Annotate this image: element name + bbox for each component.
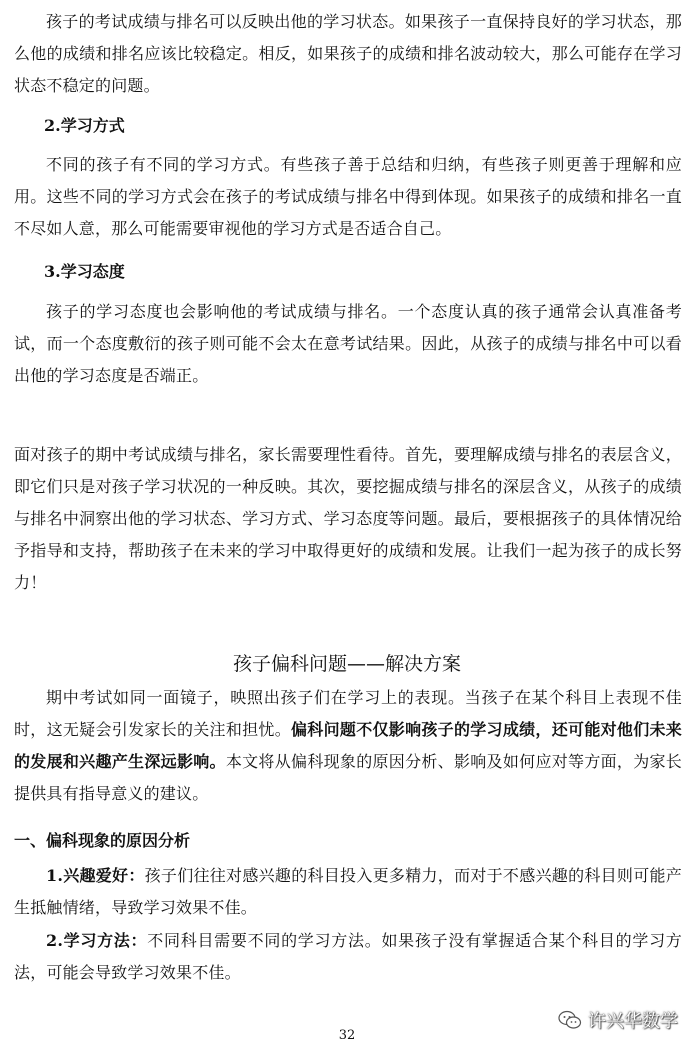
list-item-interest (14, 860, 682, 924)
intro-bold-text: 偏科问题不仅影响孩子的学习成绩，还可能对他们未来的发展和兴趣产生深远影响。 (14, 720, 682, 771)
intro-text-2: 本文将从偏科现象的原因分析、影响及如何应对等方面，为家长提供具有指导意义的建议。 (14, 752, 682, 803)
list-item-method (14, 925, 682, 989)
paragraph-intro (14, 682, 682, 810)
intro-text-1: 期中考试如同一面镜子，映照出孩子们在学习上的表现。当孩子在某个科目上表现不佳时，这无疑会引发家长的关注和担忧。 (14, 688, 682, 739)
paragraph-learning-method: 不同的孩子有不同的学习方式。有些孩子善于总结和归纳，有些孩子则更善于理解和应用。这些不同的学习方式会在孩子的考试成绩与排名中得到体现。如果孩子的成绩和排名一直不尽如人意，那么可能需要审视他的学习方式是否适合自己。 (14, 155, 682, 238)
paragraph-learning-state: 孩子的考试成绩与排名可以反映出他的学习状态。如果孩子一直保持良好的学习状态，那么他的成绩和排名应该比较稳定。相反，如果孩子的成绩和排名波动较大，那么可能存在学习状态不稳定的问题。 (14, 12, 682, 95)
watermark-text: 许兴华数学 (588, 1011, 678, 1032)
paragraph-learning-attitude: 孩子的学习态度也会影响他的考试成绩与排名。一个态度认真的孩子通常会认真准备考试，而一个态度敷衍的孩子则可能不会太在意考试结果。因此，从孩子的成绩与排名中可以看出他的学习态度是否端正。 (14, 302, 682, 385)
paragraph-conclusion: 面对孩子的期中考试成绩与排名，家长需要理性看待。首先，要理解成绩与排名的表层含义，即它们只是对孩子学习状况的一种反映。其次，要挖掘成绩与排名的深层含义，从孩子的成绩与排名中洞察出他的学习状态、学习方式、学习态度等问题。最后，要根据孩子的具体情况给予指导和支持，帮助孩子在未来的学习中取得更好的成绩和发展。让我们一起为孩子的成长努力！ (14, 445, 682, 592)
item-interest-text: 孩子们往往对感兴趣的科目投入更多精力，而对于不感兴趣的科目则可能产生抵触情绪，导致学习效果不佳。 (14, 866, 682, 917)
section-title: 孩子偏科问题——解决方案 (232, 653, 461, 675)
heading-learning-method: 2.学习方式 (44, 116, 125, 135)
item-method-text: 不同科目需要不同的学习方法。如果孩子没有掌握适合某个科目的学习方法，可能会导致学习效果不佳。 (14, 931, 682, 982)
item-interest-label: 1.兴趣爱好： (46, 866, 145, 885)
page-number: 32 (338, 1028, 356, 1043)
heading-learning-attitude: 3.学习态度 (44, 262, 125, 281)
heading-cause-analysis: 一、偏科现象的原因分析 (14, 831, 191, 850)
wechat-icon (558, 1010, 582, 1030)
item-method-label: 2.学习方法： (46, 931, 148, 950)
